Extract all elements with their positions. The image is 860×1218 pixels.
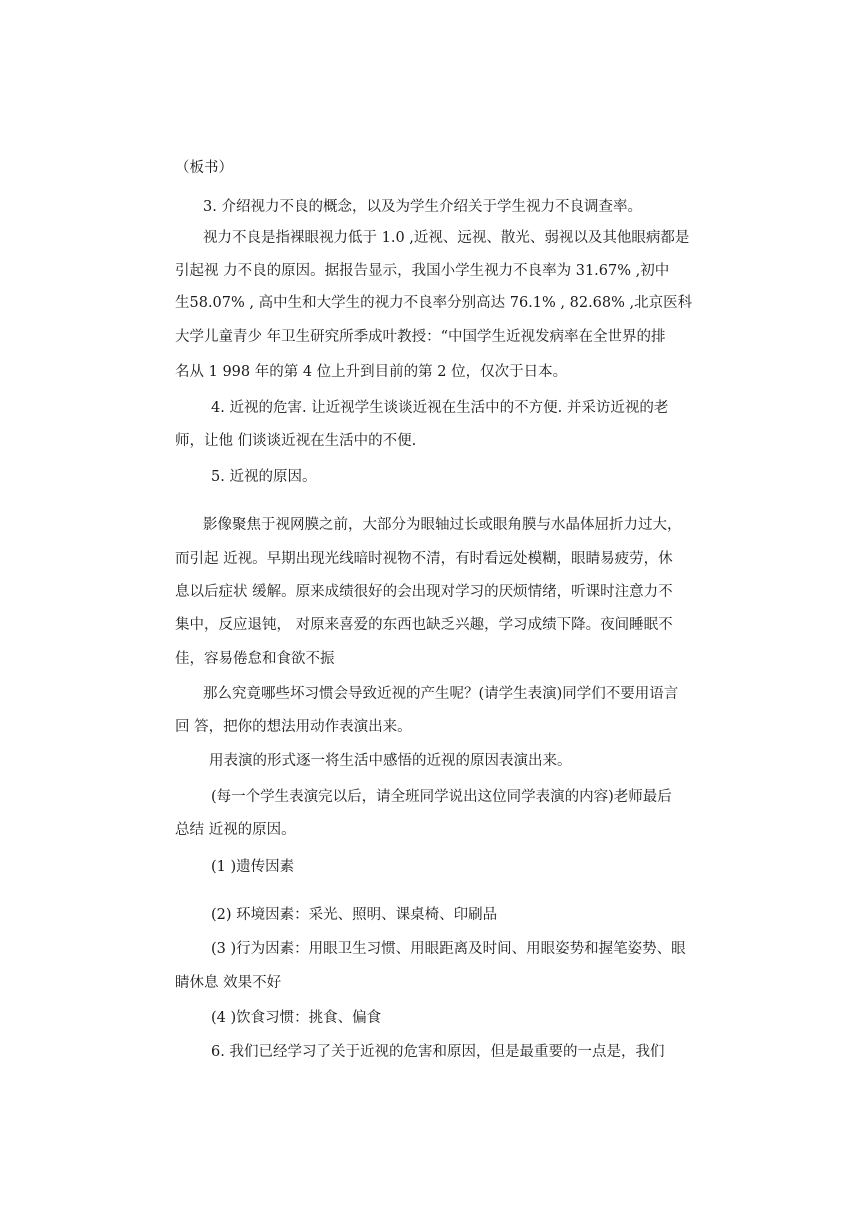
- paragraph-line: 集中，反应退钝， 对原来喜爱的东西也缺乏兴趣，学习成绩下降。夜间睡眠不: [175, 617, 673, 633]
- cause-item-2: (2) 环境因素：采光、照明、课桌椅、印刷品: [211, 907, 498, 923]
- paragraph-line: 名从 1 998 年的第 4 位上升到目前的第 2 位，仅次于日本。: [175, 364, 568, 380]
- paragraph-line: 息以后症状 缓解。原来成绩很好的会出现对学习的厌烦情绪，听课时注意力不: [175, 584, 673, 600]
- paragraph-line: 总结 近视的原因。: [175, 822, 296, 838]
- item-5-heading: 5. 近视的原因。: [211, 469, 317, 485]
- paragraph-line: 影像聚焦于视网膜之前，大部分为眼轴过长或眼角膜与水晶体屈折力过大，: [203, 517, 682, 533]
- item-4-heading: 4. 近视的危害. 让近视学生谈谈近视在生活中的不方便. 并采访近视的老: [211, 400, 669, 416]
- paragraph-line: 睛休息 效果不好: [175, 975, 282, 991]
- item-3-heading: 3. 介绍视力不良的概念，以及为学生介绍关于学生视力不良调查率。: [203, 199, 642, 215]
- paragraph-line: 佳，容易倦怠和食欲不振: [175, 651, 335, 667]
- item-6-heading: 6. 我们已经学习了关于近视的危害和原因，但是最重要的一点是，我们: [211, 1044, 665, 1060]
- cause-item-1: (1 )遗传因素: [211, 859, 295, 875]
- paragraph-line: 而引起 近视。早期出现光线暗时视物不清，有时看远处模糊，眼睛易疲劳，休: [175, 551, 673, 567]
- paragraph-line: 大学儿童青少 年卫生研究所季成叶教授：“中国学生近视发病率在全世界的排: [175, 329, 666, 345]
- paragraph-line: 生58.07% , 高中生和大学生的视力不良率分别高达 76.1% , 82.68% ,北京医科: [175, 295, 693, 311]
- paragraph-line: 用表演的形式逐一将生活中感悟的近视的原因表演出来。: [209, 753, 572, 769]
- cause-item-3: (3 )行为因素：用眼卫生习惯、用眼距离及时间、用眼姿势和握笔姿势、眼: [211, 941, 686, 957]
- paragraph-line: 视力不良是指裸眼视力低于 1.0 ,近视、远视、散光、弱视以及其他眼病都是: [203, 230, 690, 246]
- cause-item-4: (4 )饮食习惯：挑食、偏食: [211, 1010, 382, 1026]
- paragraph-line: 引起视 力不良的原因。据报告显示，我国小学生视力不良率为 31.67% ,初中: [175, 263, 670, 279]
- paragraph-line: (每一个学生表演完以后，请全班同学说出这位同学表演的内容)老师最后: [211, 789, 672, 805]
- paragraph-line: 回 答，把你的想法用动作表演出来。: [175, 719, 412, 735]
- paragraph-line: 师，让他 们谈谈近视在生活中的不便.: [175, 433, 417, 449]
- board-note: （板书）: [175, 160, 233, 176]
- paragraph-line: 那么究竟哪些坏习惯会导致近视的产生呢？(请学生表演)同学们不要用语言: [203, 686, 679, 702]
